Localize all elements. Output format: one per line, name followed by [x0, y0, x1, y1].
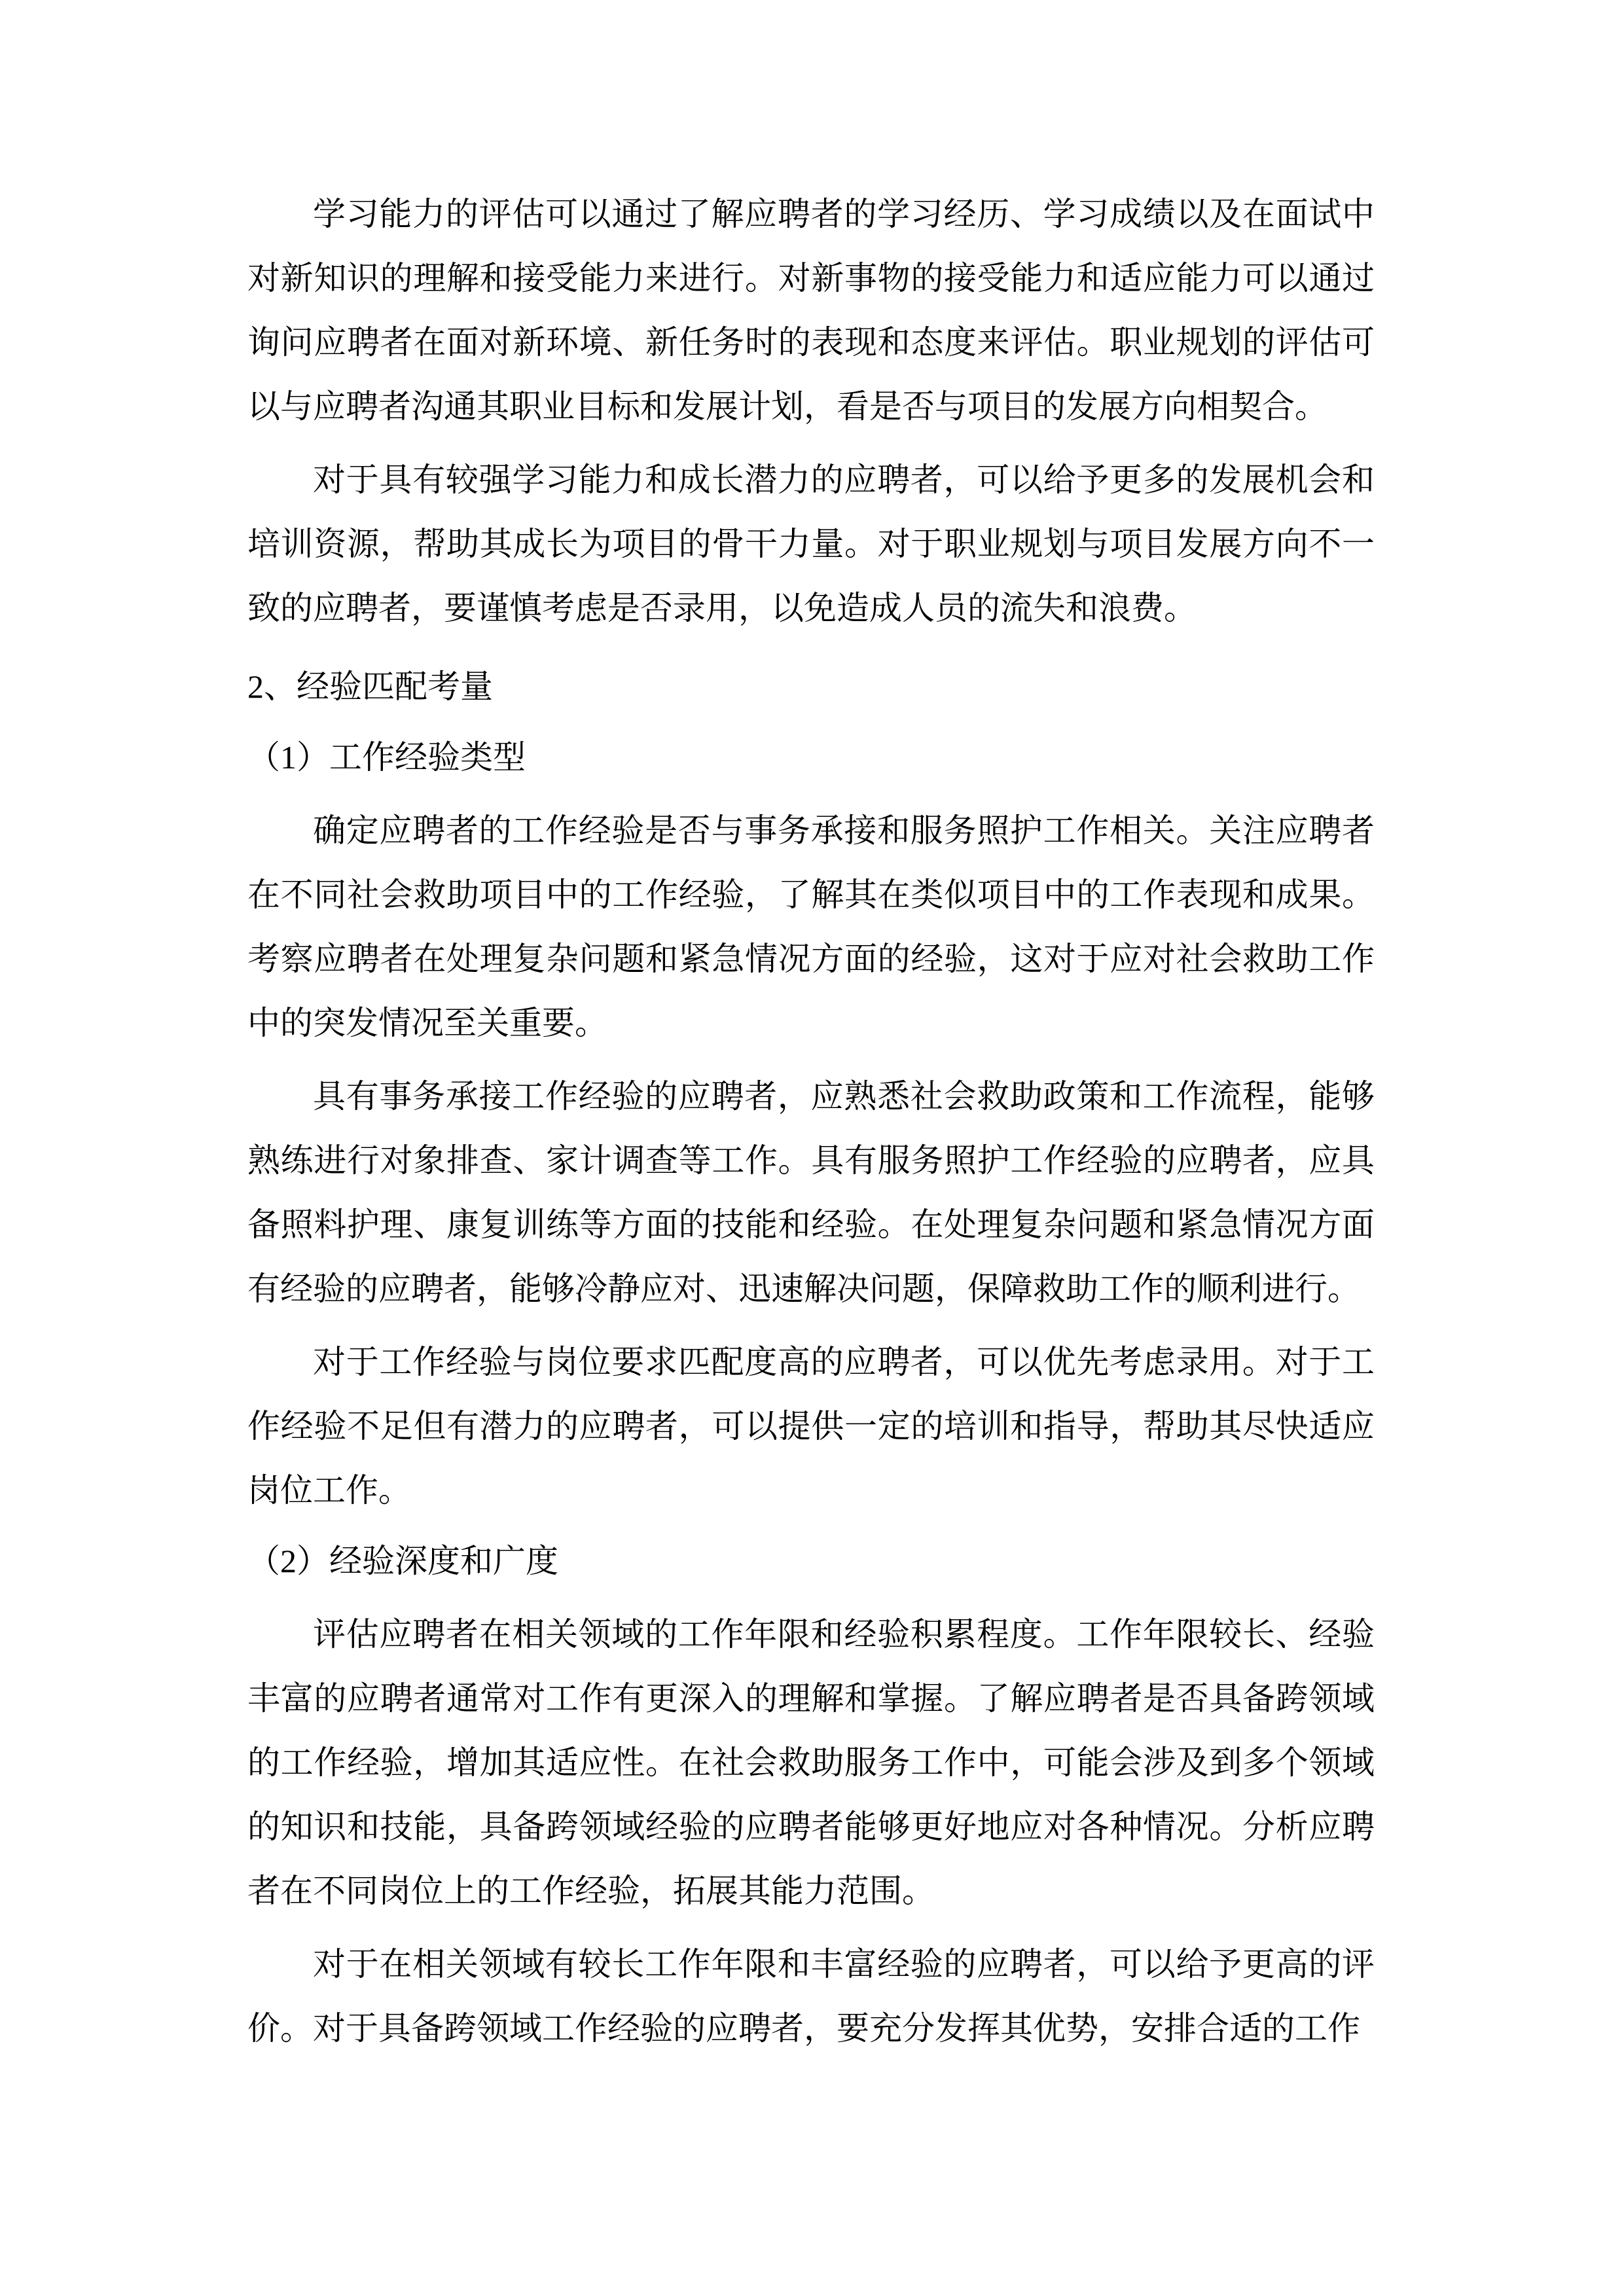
body-paragraph: 学习能力的评估可以通过了解应聘者的学习经历、学习成绩以及在面试中对新知识的理解和接受能力来进行。对新事物的接受能力和适应能力可以通过询问应聘者在面对新环境、新任务时的表现和态度来评估。职业规划的评估可以与应聘者沟通其职业目标和发展计划，看是否与项目的发展方向相契合。	[247, 196, 1375, 425]
section-heading: 2、经验匹配考量	[247, 668, 493, 705]
body-paragraph: 对于工作经验与岗位要求匹配度高的应聘者，可以优先考虑录用。对于工作经验不足但有潜力的应聘者，可以提供一定的培训和指导，帮助其尽快适应岗位工作。	[247, 1344, 1375, 1509]
body-paragraph: 具有事务承接工作经验的应聘者，应熟悉社会救助政策和工作流程，能够熟练进行对象排查、家计调查等工作。具有服务照护工作经验的应聘者，应具备照料护理、康复训练等方面的技能和经验。在处理复杂问题和紧急情况方面有经验的应聘者，能够冷静应对、迅速解决问题，保障救助工作的顺利进行。	[247, 1078, 1375, 1307]
body-paragraph: 对于在相关领域有较长工作年限和丰富经验的应聘者，可以给予更高的评价。对于具备跨领域工作经验的应聘者，要充分发挥其优势，安排合适的工作	[247, 1946, 1375, 2047]
body-paragraph: 评估应聘者在相关领域的工作年限和经验积累程度。工作年限较长、经验丰富的应聘者通常对工作有更深入的理解和掌握。了解应聘者是否具备跨领域的工作经验，增加其适应性。在社会救助服务工作中，可能会涉及到多个领域的知识和技能，具备跨领域经验的应聘者能够更好地应对各种情况。分析应聘者在不同岗位上的工作经验，拓展其能力范围。	[247, 1616, 1375, 1909]
body-paragraph: 确定应聘者的工作经验是否与事务承接和服务照护工作相关。关注应聘者在不同社会救助项目中的工作经验，了解其在类似项目中的工作表现和成果。考察应聘者在处理复杂问题和紧急情况方面的经验，这对于应对社会救助工作中的突发情况至关重要。	[247, 812, 1375, 1041]
sub-heading: （1）工作经验类型	[247, 739, 526, 776]
sub-heading: （2）经验深度和广度	[247, 1543, 558, 1579]
body-paragraph: 对于具有较强学习能力和成长潜力的应聘者，可以给予更多的发展机会和培训资源，帮助其成长为项目的骨干力量。对于职业规划与项目发展方向不一致的应聘者，要谨慎考虑是否录用，以免造成人员的流失和浪费。	[247, 461, 1375, 626]
document-content	[247, 182, 1375, 2060]
